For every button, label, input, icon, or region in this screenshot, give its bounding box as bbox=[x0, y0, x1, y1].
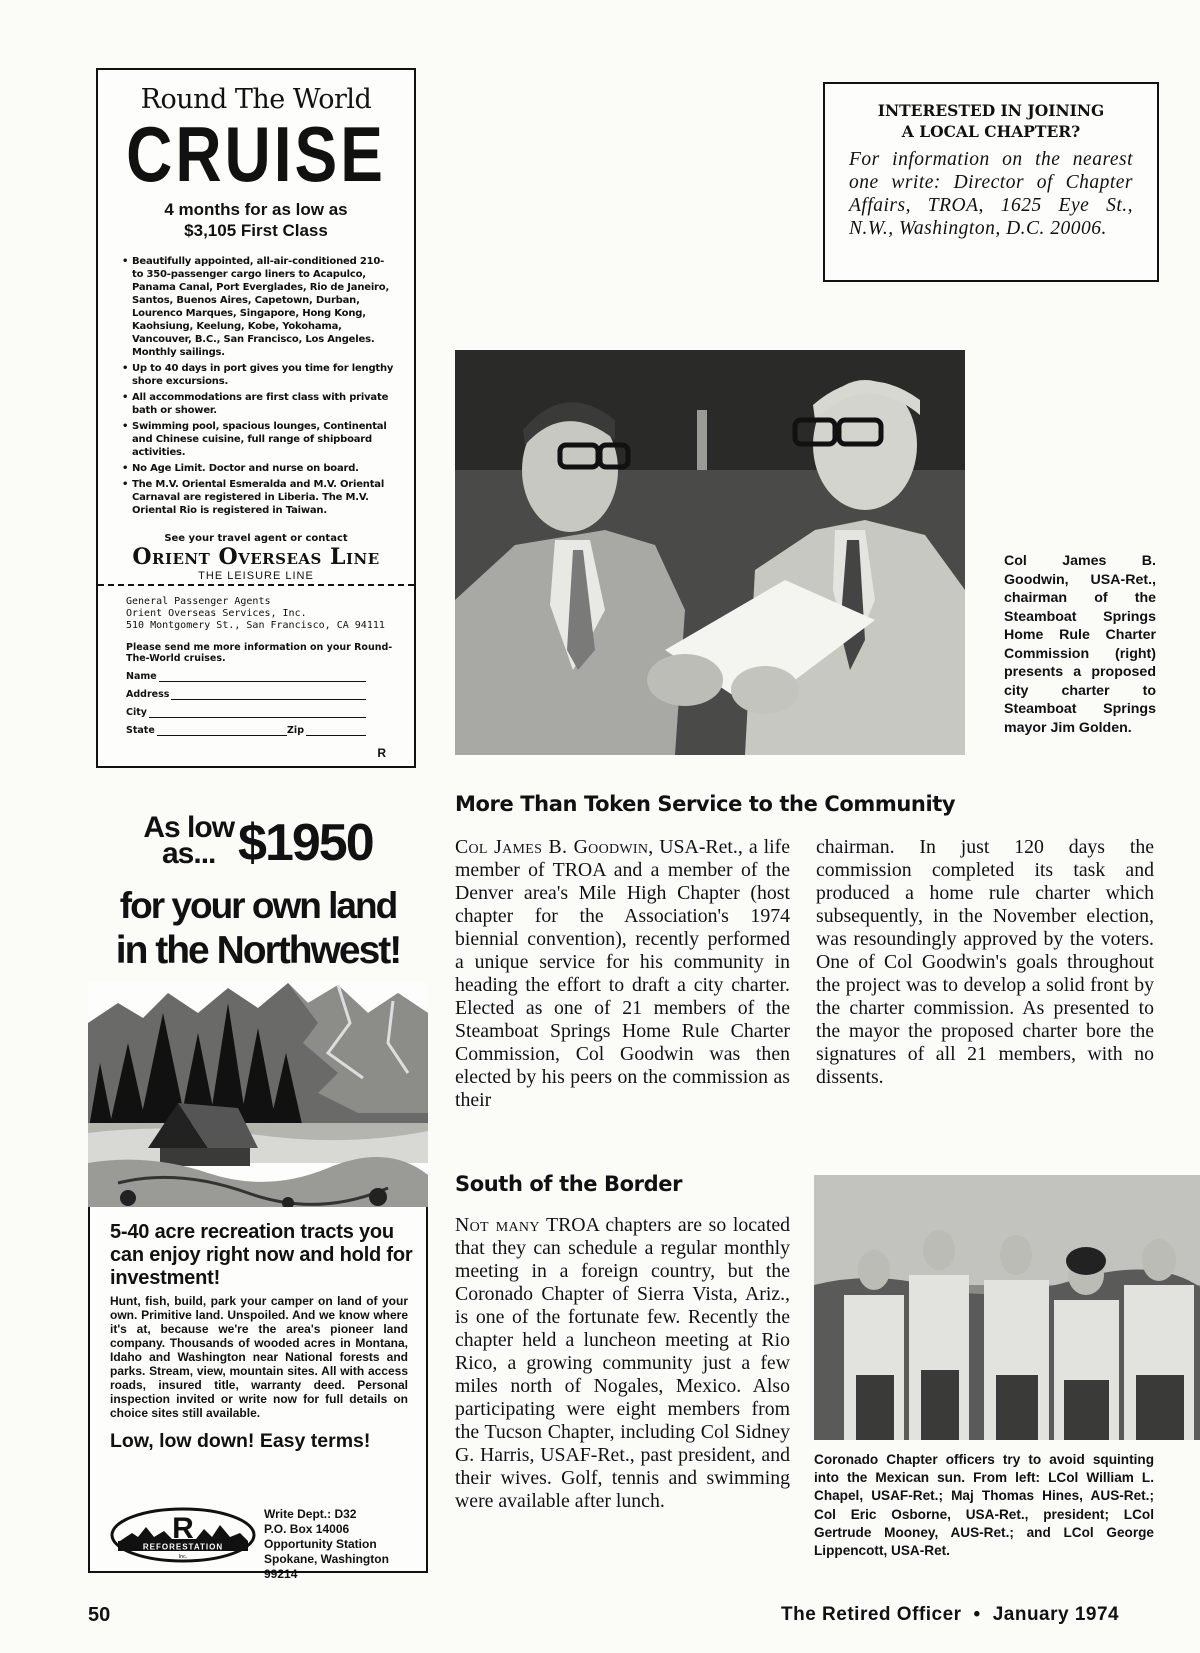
cruise-feature: • The M.V. Oriental Esmeralda and M.V. Oriental Carnaval are registered in Liberia. The M.V. Oriental Rio is registered in Taiwan. bbox=[122, 478, 394, 517]
coupon-field-line[interactable] bbox=[171, 691, 366, 700]
land-ad-price: $1950 bbox=[238, 814, 373, 872]
cruise-feature: • Up to 40 days in port gives you time for lengthy shore excursions. bbox=[122, 362, 394, 388]
reforestation-logo-inc: Inc. bbox=[178, 1554, 188, 1560]
article-lead-in: Not many bbox=[455, 1214, 540, 1236]
land-ad-as-low: As low bbox=[143, 811, 235, 844]
land-ad-headline-2: for your own land bbox=[119, 885, 397, 926]
land-ad-price-line bbox=[88, 811, 428, 875]
article-token-service-col2: chairman. In just 120 days the commission completed its task and produced a home rule charter which subsequently, in the November election, was resoundingly approved by the voters. One of Col Goodwin's goals throughout the project was to develop a solid front by the charter commission. As presented to the mayor the proposed charter bore the signatures of all 21 members, with no dissents. bbox=[816, 836, 1154, 1088]
cruise-ad-pretitle: Round The World bbox=[140, 84, 372, 115]
reforestation-logo bbox=[110, 1507, 256, 1563]
land-ad-subheading: 5-40 acre recreation tracts you can enjoy right now and hold for investment! bbox=[110, 1221, 413, 1289]
cruise-price-line1: 4 months for as low as bbox=[164, 200, 348, 219]
coronado-officers-photo bbox=[814, 1175, 1200, 1440]
coupon-field-label: State bbox=[126, 725, 155, 736]
address-line: Opportunity Station bbox=[264, 1537, 377, 1551]
coupon-field-label: Name bbox=[126, 671, 157, 682]
article-south-border-body bbox=[455, 1214, 790, 1513]
land-ad-headline-3: in the Northwest! bbox=[115, 929, 401, 972]
article-token-service-col1 bbox=[455, 836, 790, 1112]
goodwin-photo-caption: Col James B. Goodwin, USA-Ret., chairman of the Steamboat Springs Home Rule Charter Commission (right) presents a proposed city charter to Steamboat Springs mayor Jim Golden. bbox=[1004, 553, 1156, 736]
article-heading-south-border: South of the Border bbox=[455, 1172, 683, 1196]
cruise-price-line2: $3,105 First Class bbox=[184, 221, 328, 240]
coupon-field-line[interactable] bbox=[149, 709, 366, 718]
land-ad-as: as... bbox=[162, 837, 216, 870]
coupon-field-label: City bbox=[126, 707, 147, 718]
coupon-cut-line bbox=[98, 584, 414, 586]
cruise-ad-title: CRUISE bbox=[126, 110, 386, 198]
coupon-field-line[interactable] bbox=[159, 673, 366, 682]
coupon-field-line[interactable] bbox=[157, 727, 287, 736]
cruise-ad-price bbox=[98, 199, 414, 241]
forest-cabin-illustration bbox=[88, 983, 428, 1219]
coupon-state-zip-field[interactable] bbox=[126, 724, 366, 736]
address-line: P.O. Box 14006 bbox=[264, 1522, 350, 1536]
article-token-service-text: , USA-Ret., a life member of TROA and a member of the Denver area's Mile High Chapter (host chapter for the Association's 1974 biennial convention), recently performed a unique service for his community in heading the effort to draft a city charter. Elected as one of 21 members of the Steamboat Springs Home Rule Charter Commission, Col Goodwin was then elected by his peers on the commission as their bbox=[455, 836, 790, 1111]
address-line: Spokane, Washington bbox=[264, 1552, 389, 1566]
cruise-tagline: THE LEISURE LINE bbox=[198, 570, 314, 582]
article-south-border-text: TROA chapters are so located that they can schedule a regular monthly meeting in a foreign country, but the Coronado Chapter of Sierra Vista, Ariz., is one of the fortunate few. Recently the chapter held a luncheon meeting at Rio Rico, a growing community just a few miles north of Nogales, Mexico. Also participating were eight members from the Tucson Chapter, including Col Sidney G. Harris, USAF-Ret., past president, and their wives. Golf, tennis and swimming were available after lunch. bbox=[455, 1214, 790, 1512]
join-chapter-title-line: A LOCAL CHAPTER? bbox=[901, 122, 1081, 141]
running-footer: The Retired Officer • January 1974 bbox=[781, 1604, 1120, 1625]
cruise-feature: • Swimming pool, spacious lounges, Continental and Chinese cuisine, full range of shipboard activities. bbox=[122, 420, 394, 459]
publication-name: The Retired Officer bbox=[781, 1604, 962, 1625]
coupon-field-line[interactable] bbox=[306, 727, 366, 736]
address-line: Write Dept.: D32 bbox=[264, 1507, 357, 1521]
reforestation-logo-text: REFORESTATION bbox=[142, 1542, 224, 1552]
coupon-request: Please send me more information on your Round-The-World cruises. bbox=[126, 642, 393, 664]
page-number: 50 bbox=[88, 1604, 111, 1626]
coronado-photo-caption: Coronado Chapter officers try to avoid squinting into the Mexican sun. From left: LCol William L. Chapel, USAF-Ret.; Maj Thomas Hines, AUS-Ret.; Col Eric Osborne, USA-Ret., president; LCol Gertrude Mooney, AUS-Ret.; and LCol George Lippencott, USA-Ret. bbox=[814, 1452, 1154, 1559]
cruise-see-agent: See your travel agent or contact bbox=[164, 533, 348, 544]
coupon-code: R bbox=[377, 746, 386, 760]
cruise-feature: • Beautifully appointed, all-air-conditioned 210- to 350-passenger cargo liners to Acapulco, Panama Canal, Port Everglades, Rio de Janeiro, Santos, Buenos Aires, Capetown, Durban, Lourenco Marques, Singapore, Hong Kong, Kaohsiung, Keelung, Kobe, Yokohama, Vancouver, B.C., San Francisco, Los Angeles. Monthly sailings. bbox=[122, 255, 394, 359]
cruise-feature: • No Age Limit. Doctor and nurse on board. bbox=[122, 462, 394, 475]
land-advertisement bbox=[88, 811, 428, 1581]
agents-line: 510 Montgomery St., San Francisco, CA 94111 bbox=[126, 620, 385, 631]
address-line: 99214 bbox=[264, 1567, 298, 1581]
land-ad-body: Hunt, fish, build, park your camper on land of your own. Primitive land. Unspoiled. And we know where it's at, because we're the area's pioneer land company. Thousands of wooded acres in Montana, Idaho and Washington near National forests and parks. Stream, view, mountain sites. All with access roads, insured title, warranty deed. Personal inspection invited or write now for full details on choice sites still available. bbox=[110, 1294, 408, 1420]
article-lead-in: Col James B. Goodwin bbox=[455, 836, 649, 858]
coupon-field-label: Zip bbox=[287, 725, 304, 736]
issue-date: January 1974 bbox=[992, 1604, 1120, 1625]
coupon-address-field[interactable] bbox=[126, 688, 366, 700]
agents-line: General Passenger Agents bbox=[126, 596, 271, 607]
agents-line: Orient Overseas Services, Inc. bbox=[126, 608, 307, 619]
cruise-feature: • All accommodations are first class with private bath or shower. bbox=[122, 391, 394, 417]
cruise-line-name: Orient Overseas Line bbox=[132, 544, 380, 570]
cruise-advertisement bbox=[96, 68, 416, 768]
join-chapter-title-line: INTERESTED IN JOINING bbox=[877, 101, 1105, 120]
join-chapter-body: For information on the nearest one write: Director of Chapter Affairs, TROA, 1625 Eye St., N.W., Washington, D.C. 20006. bbox=[849, 149, 1133, 239]
coupon-name-field[interactable] bbox=[126, 670, 366, 682]
land-ad-terms: Low, low down! Easy terms! bbox=[110, 1430, 371, 1452]
coupon-field-label: Address bbox=[126, 689, 170, 700]
cruise-agents bbox=[126, 596, 394, 632]
coupon-city-field[interactable] bbox=[126, 706, 366, 718]
article-heading-token-service: More Than Token Service to the Community bbox=[455, 792, 956, 816]
land-ad-address bbox=[264, 1507, 389, 1582]
join-chapter-box bbox=[823, 82, 1159, 282]
land-ad-copy-box bbox=[88, 1207, 428, 1581]
cruise-feature-list bbox=[122, 255, 394, 517]
join-chapter-title bbox=[849, 100, 1133, 142]
goodwin-charter-photo bbox=[455, 350, 965, 755]
reforestation-logo-letter: R bbox=[172, 1512, 194, 1545]
